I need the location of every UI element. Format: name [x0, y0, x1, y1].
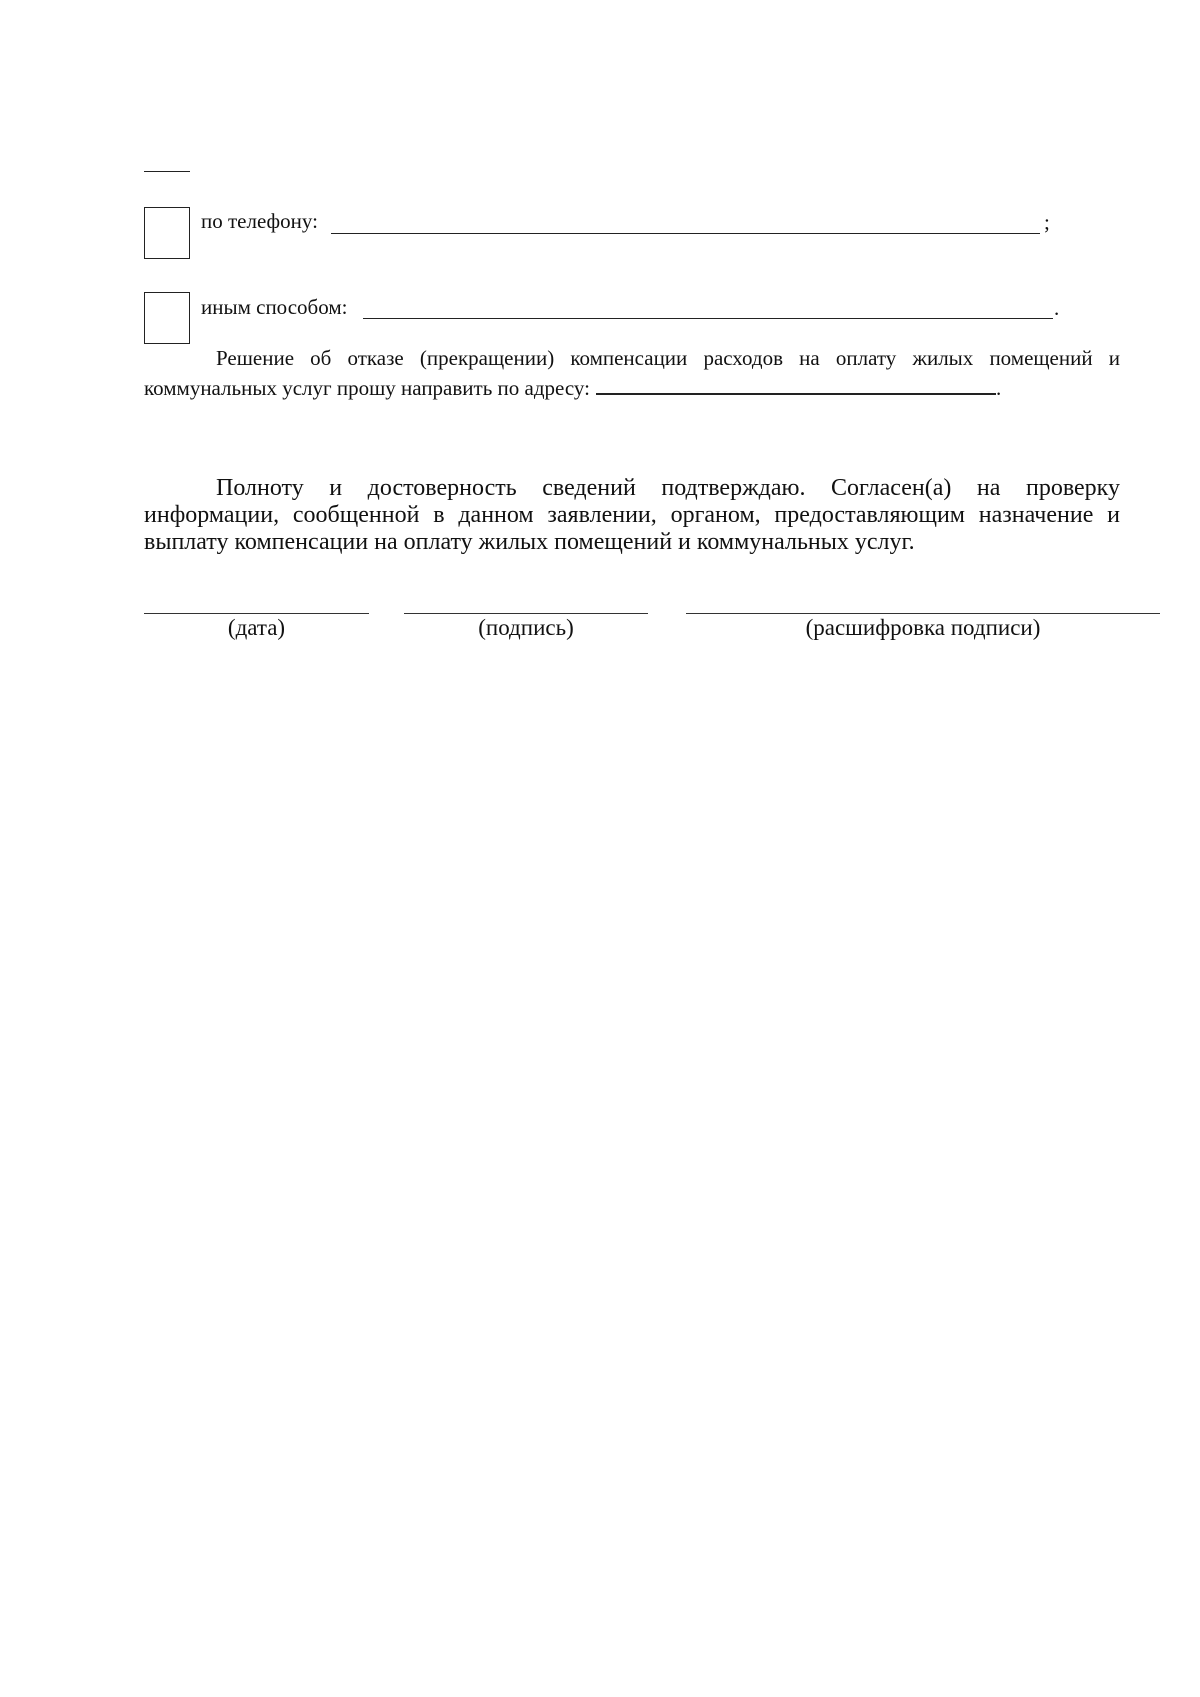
date-label: (дата) — [227, 615, 286, 640]
refusal-end-punct: . — [995, 376, 1002, 400]
signature-label: (подпись) — [478, 615, 574, 640]
top-dash-line — [144, 171, 190, 172]
signature-decoding-line[interactable] — [686, 613, 1160, 614]
consent-text: Полноту и достоверность сведений подтверждаю. Согласен(а) на проверку информации, сообщенной в данном заявлении, органом, предоставляющим назначение и выплату компенсации на оплату жилых помещений и коммунальных услуг. — [144, 475, 1120, 555]
other-method-label: иным способом: — [201, 295, 348, 319]
date-line[interactable] — [144, 613, 369, 614]
phone-label: по телефону: — [201, 209, 318, 233]
phone-end-punct: ; — [1044, 210, 1050, 234]
refusal-text: Решение об отказе (прекращении) компенсации расходов на оплату жилых помещений и коммунальных услуг прошу направить по адресу: — [144, 346, 1120, 400]
address-input-line[interactable] — [596, 373, 996, 395]
signature-decoding-label: (расшифровка подписи) — [805, 615, 1041, 640]
other-method-input-line[interactable] — [363, 318, 1053, 319]
refusal-paragraph — [144, 344, 1120, 403]
other-method-checkbox[interactable] — [144, 292, 190, 344]
signature-line[interactable] — [404, 613, 648, 614]
phone-checkbox[interactable] — [144, 207, 190, 259]
consent-paragraph — [144, 475, 1120, 556]
other-method-end-punct: . — [1054, 296, 1060, 320]
phone-input-line[interactable] — [331, 233, 1040, 234]
